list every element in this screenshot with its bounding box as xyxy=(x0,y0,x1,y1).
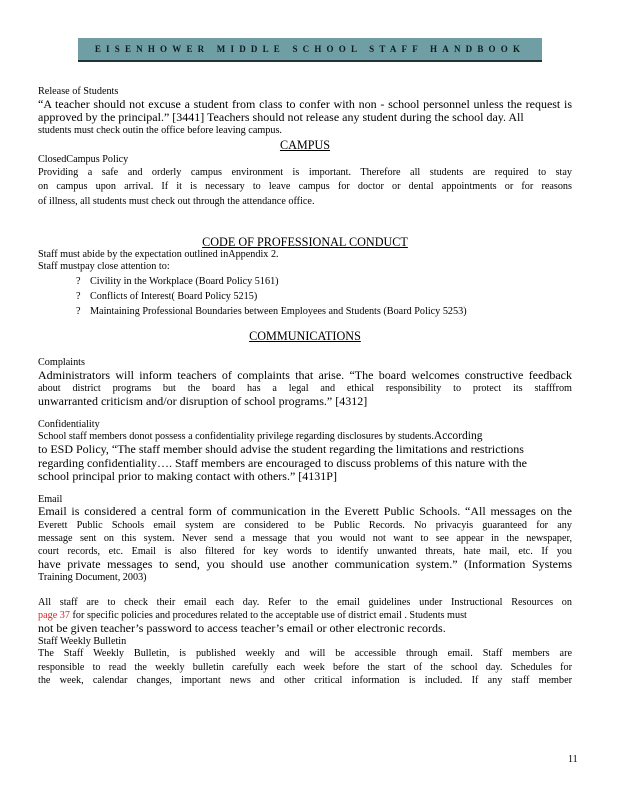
email-line-4: court records, etc. Email is also filtered for key words to identify unwanted threats, hate mail, etc. If you xyxy=(38,545,572,557)
conduct-line-1: Staff must abide by the expectation outlined inAppendix 2. xyxy=(38,249,279,260)
email-check-line-2: page 37 for specific policies and procedures related to the acceptable use of district email . Students must xyxy=(38,610,467,621)
bulletin-line-3: the week, calendar changes, important news and other critical information is included. If any staff member xyxy=(38,675,572,686)
bulletin-heading: Staff Weekly Bulletin xyxy=(38,635,127,647)
email-line-3: message sent on this system. Never send a message that you would not want to see appear in the newspaper, xyxy=(38,532,572,544)
bullet-marker: ? xyxy=(76,306,81,317)
handbook-title: EISENHOWER MIDDLE SCHOOL STAFF HANDBOOK xyxy=(94,44,526,54)
confidentiality-line-2: to ESD Policy, “The staff member should advise the student regarding the limitations and restrictions xyxy=(38,442,524,456)
complaints-heading: Complaints xyxy=(38,357,85,368)
email-check-line-1: All staff are to check their email each day. Refer to the email guidelines under Instructional Resources on xyxy=(38,597,572,608)
release-line-1: “A teacher should not excuse a student from class to confer with non - school personnel unless the request is xyxy=(38,96,572,111)
conduct-section-title: CODE OF PROFESSIONAL CONDUCT xyxy=(202,235,408,249)
conduct-bullet-1: ? Civility in the Workplace (Board Policy 5161) xyxy=(76,276,279,287)
bullet-marker: ? xyxy=(76,276,81,287)
campus-subheading: ClosedCampus Policy xyxy=(38,154,129,165)
handbook-header-banner xyxy=(78,38,542,62)
campus-line-2: on campus upon arrival. If it is necessary to leave campus for doctor or dental appointments or for reasons xyxy=(38,181,572,192)
page-number: 11 xyxy=(568,754,578,765)
email-line-1: Email is considered a central form of communication in the Everett Public Schools. “All messages on the xyxy=(38,504,572,518)
page-reference-link[interactable]: page 37 xyxy=(38,610,70,621)
confidentiality-line-3: regarding confidentiality…. Staff members are encouraged to discuss problems of this nature with the xyxy=(38,455,527,470)
conduct-bullet-2: ? Conflicts of Interest( Board Policy 5215) xyxy=(76,291,258,302)
confidentiality-heading: Confidentiality xyxy=(38,418,100,430)
complaints-line-2: about district programs but the board has a legal and ethical responsibility to protect its stafffrom xyxy=(38,383,572,394)
bulletin-line-1: The Staff Weekly Bulletin, is published weekly and will be accessible through email. Staff members are xyxy=(38,648,572,659)
bullet-marker: ? xyxy=(76,291,81,302)
campus-line-3: of illness, all students must check out through the attendance office. xyxy=(38,195,315,207)
email-heading: Email xyxy=(38,493,63,505)
campus-section-title: CAMPUS xyxy=(279,138,331,152)
bulletin-line-2: responsible to read the weekly bulletin carefully each week before the start of the school day. Schedules for xyxy=(38,661,572,673)
confidentiality-line-4: school principal prior to making contact with others.” [4131P] xyxy=(38,469,337,483)
release-line-2: approved by the principal.” [3441] Teachers should not release any student during the school day. All xyxy=(38,110,524,124)
email-line-2: Everett Public Schools email system are considered to be Public Records. No privacyis guaranteed for any xyxy=(38,519,572,531)
release-line-3: students must check outin the office before leaving campus. xyxy=(38,124,282,136)
conduct-line-2: Staff mustpay close attention to: xyxy=(38,260,170,272)
campus-line-1: Providing a safe and orderly campus environment is important. Therefore all students are required to stay xyxy=(38,166,572,178)
complaints-line-3: unwarranted criticism and/or disruption of school programs.” [4312] xyxy=(38,394,368,408)
conduct-bullet-3: ? Maintaining Professional Boundaries between Employees and Students (Board Policy 5253) xyxy=(76,306,467,317)
email-check-line-3: not be given teacher’s password to access teacher’s email or other electronic records. xyxy=(38,621,446,635)
communications-section-title: COMMUNICATIONS xyxy=(249,329,361,343)
complaints-line-1: Administrators will inform teachers of complaints that arise. “The board welcomes constructive feedback xyxy=(38,367,572,382)
email-line-5: have private messages to send, you should use another communication system.” (Information Systems xyxy=(38,556,572,571)
document-body xyxy=(38,86,572,688)
confidentiality-line-1: School staff members donot possess a confidentiality privilege regarding disclosures by students.According xyxy=(38,430,483,442)
email-line-6: Training Document, 2003) xyxy=(38,572,147,583)
release-heading: Release of Students xyxy=(38,86,119,97)
